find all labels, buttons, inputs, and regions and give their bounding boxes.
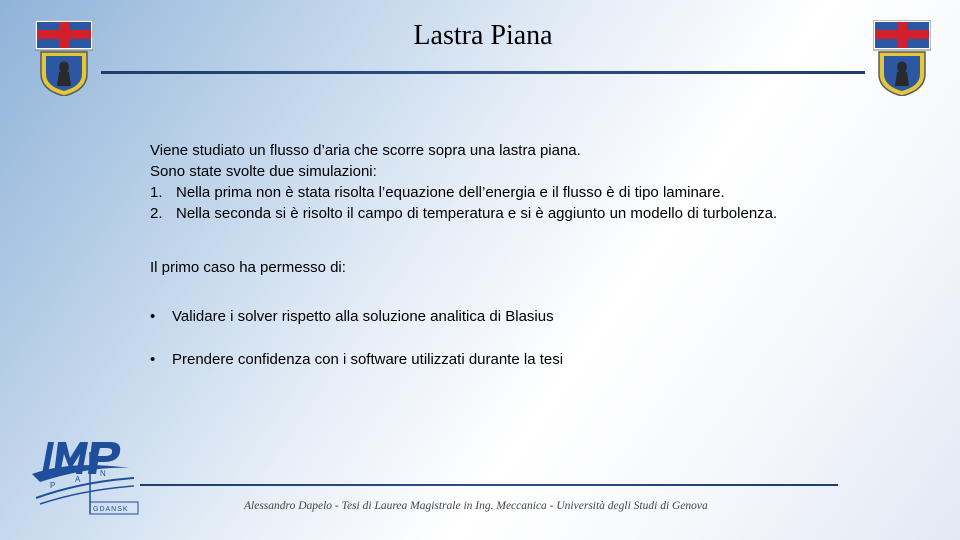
intro-line: Viene studiato un flusso d’aria che scorre sopra una lastra piana. <box>150 142 581 159</box>
bullet-text: Prendere confidenza con i software utilizzati durante la tesi <box>172 351 564 368</box>
item-number: 2. <box>150 205 163 222</box>
svg-text:A: A <box>75 475 81 484</box>
numbered-item <box>150 203 870 224</box>
bullet-item <box>150 306 870 327</box>
svg-text:N: N <box>100 469 106 478</box>
intro-line: Sono state svolte due simulazioni: <box>150 163 377 180</box>
title-divider <box>101 71 865 74</box>
lead-text: Il primo caso ha permesso di: <box>150 259 346 276</box>
slide-title: Lastra Piana <box>413 20 553 51</box>
item-number: 1. <box>150 184 163 201</box>
footer-text: Alessandro Dapelo - Tesi di Laurea Magistrale in Ing. Meccanica - Università degli Studi di Genova <box>244 500 708 512</box>
bullet-icon: • <box>150 308 156 325</box>
slide-body <box>150 140 870 370</box>
svg-text:P: P <box>50 481 56 490</box>
bullet-item <box>150 349 870 370</box>
footer-divider <box>140 484 838 486</box>
item-text: Nella seconda si è risolto il campo di temperatura e si è aggiunto un modello di turbolenza. <box>176 205 778 222</box>
item-text: Nella prima non è stata risolta l’equazione dell’energia e il flusso è di tipo laminare. <box>176 184 725 201</box>
svg-text:GDANSK: GDANSK <box>93 506 129 513</box>
imp-pan-logo-icon <box>30 438 145 518</box>
bullet-icon: • <box>150 351 156 368</box>
bullet-text: Validare i solver rispetto alla soluzione analitica di Blasius <box>172 308 554 325</box>
numbered-item <box>150 182 870 203</box>
